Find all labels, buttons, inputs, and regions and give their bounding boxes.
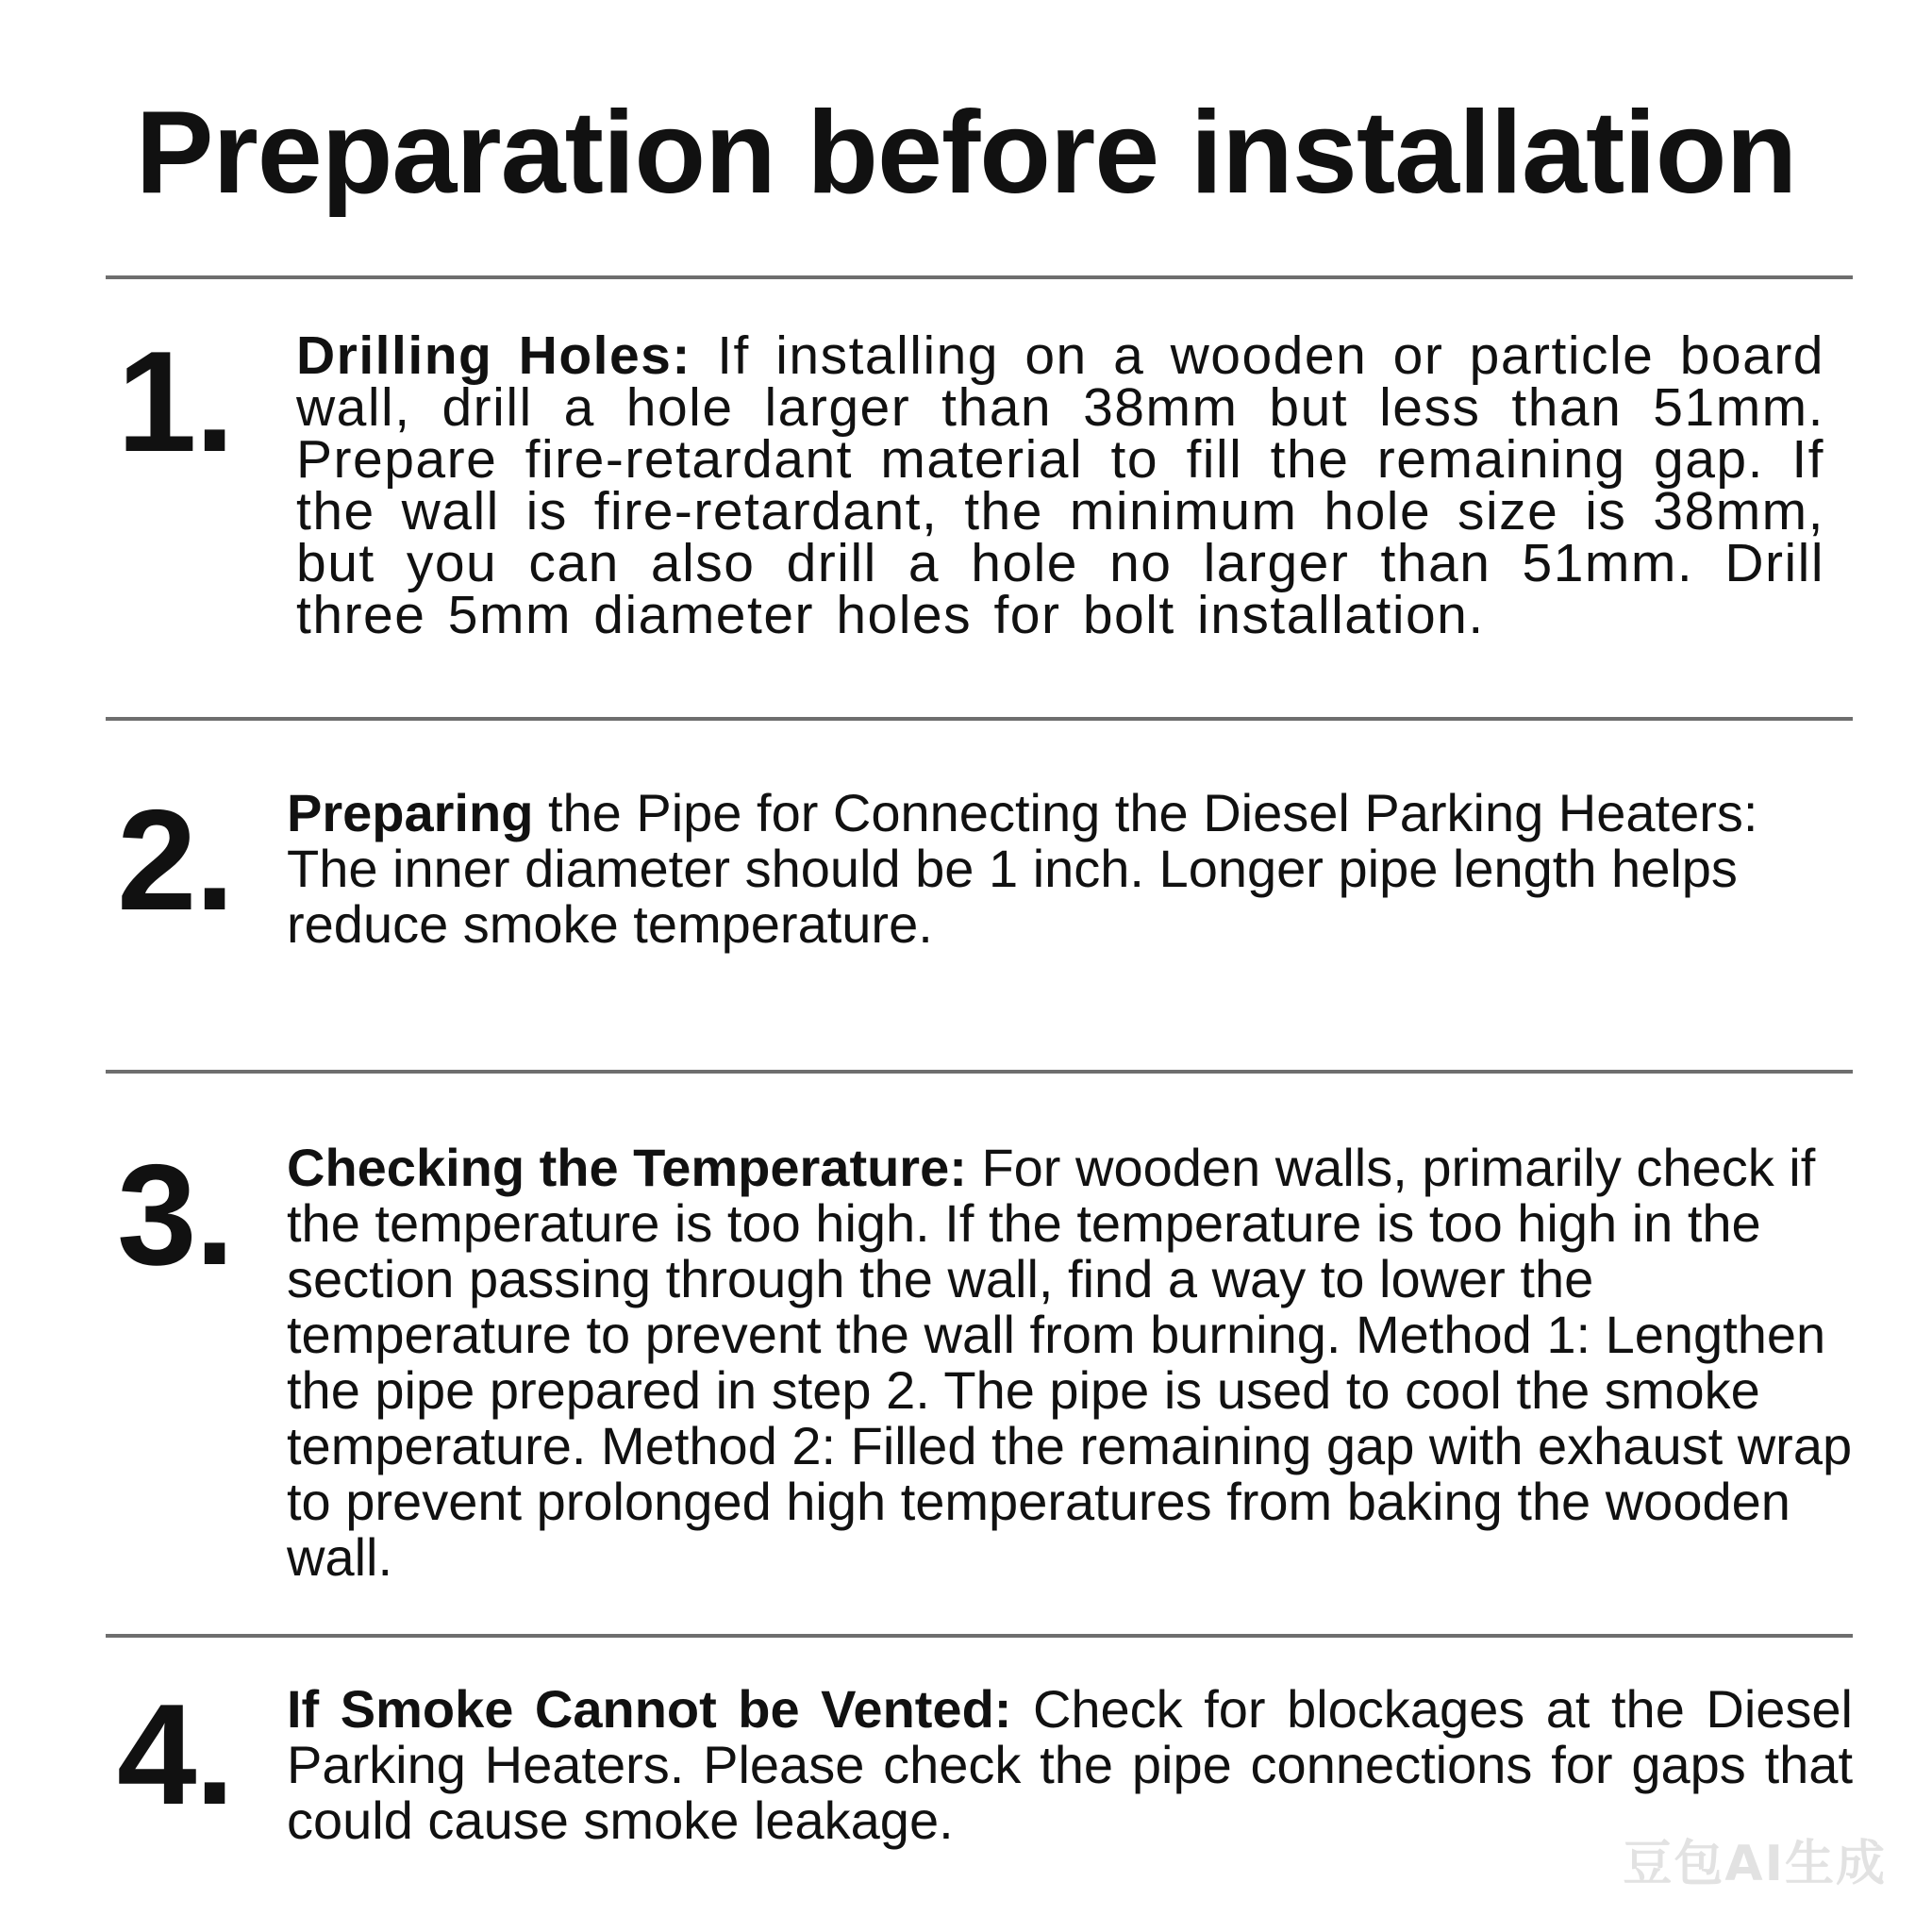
divider-2 [106,1070,1853,1074]
divider-1 [106,717,1853,721]
divider-top [106,275,1853,279]
step-heading: Drilling Holes: [296,325,691,386]
step-text [287,785,1853,952]
page-title: Preparation before installation [135,88,1797,218]
step-heading: Checking the Temperature: [287,1138,967,1197]
step-body: If installing on a wooden or particle board wall, drill a hole larger than 38mm but less than 51mm. Prepare fire-retardant material to fill the remaining gap. If the wall is fire-retardant, the minimum hole size is 38mm, but you can also drill a hole no larger than 51mm. Drill three 5mm diameter holes for bolt installation. [296,325,1825,645]
step-body: Check for blockages at the Diesel Parking Heaters. Please check the pipe connections for gaps that could cause smoke leakage. [287,1679,1853,1850]
step-text [287,1681,1853,1848]
step-body: For wooden walls, primarily check if the temperature is too high. If the temperature is too high in the section passing through the wall, find a way to lower the temperature to prevent the wall from burning. Method 1: Lengthen the pipe prepared in step 2. The pipe is used to cool the smoke temperature. Method 2: Filled the remaining gap with exhaust wrap to prevent prolonged high temperatures from baking the wooden wall. [287,1138,1853,1587]
step-heading: Preparing [287,783,534,842]
step-text [296,325,1825,645]
watermark: 豆包AI生成 [1623,1836,1887,1892]
step-number: 4. [117,1674,233,1835]
step-number: 2. [117,780,233,941]
step-body: the Pipe for Connecting the Diesel Parking Heaters: The inner diameter should be 1 inch. Longer pipe length helps reduce smoke temperature. [287,783,1758,954]
step-heading: If Smoke Cannot be Vented: [287,1679,1012,1739]
step-number: 1. [117,322,233,482]
step-text [287,1140,1853,1585]
divider-3 [106,1634,1853,1638]
step-number: 3. [117,1135,233,1295]
